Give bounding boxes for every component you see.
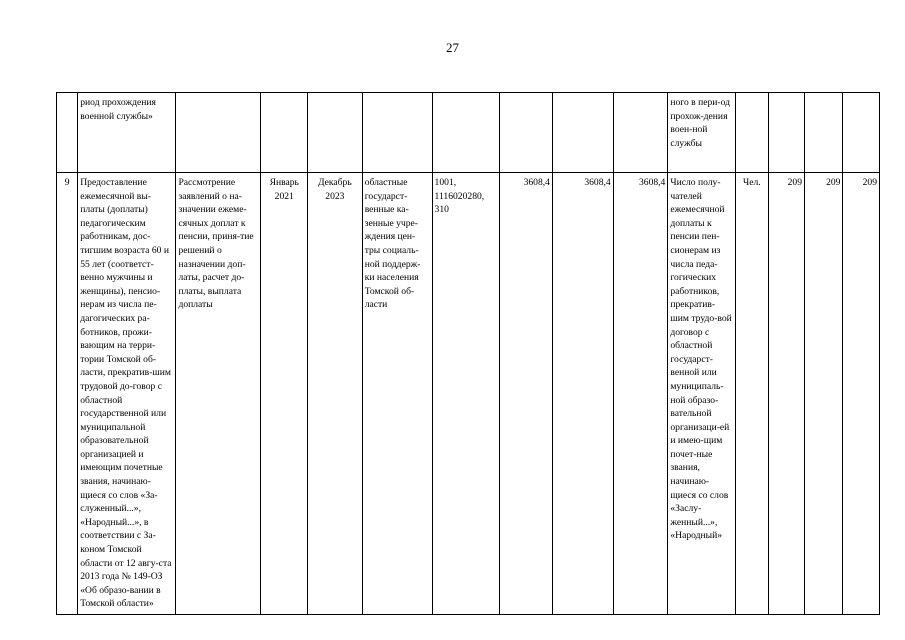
cell-value-2: 209 bbox=[805, 173, 843, 615]
cell-amount-2 bbox=[552, 93, 613, 173]
cell-amount-1 bbox=[500, 93, 553, 173]
cell-end bbox=[308, 93, 363, 173]
cell-code bbox=[432, 93, 500, 173]
program-table bbox=[56, 92, 880, 615]
cell-amount-3: 3608,4 bbox=[613, 173, 668, 615]
cell-action: Рассмотрение заявлений о на-значении ежеме-сячных доплат к пенсии, приня-тие решений о назначении доп-латы, расчет до-платы, выплата доплаты bbox=[176, 173, 261, 615]
cell-value-1 bbox=[768, 93, 804, 173]
cell-value-1: 209 bbox=[768, 173, 804, 615]
cell-unit: Чел. bbox=[736, 173, 768, 615]
cell-amount-2: 3608,4 bbox=[552, 173, 613, 615]
cell-num bbox=[57, 93, 78, 173]
table-row bbox=[57, 173, 880, 615]
cell-amount-3 bbox=[613, 93, 668, 173]
cell-amount-1: 3608,4 bbox=[500, 173, 553, 615]
cell-unit bbox=[736, 93, 768, 173]
cell-action bbox=[176, 93, 261, 173]
cell-indicator: Число полу-чателей ежемесячной доплаты к пенсии пен-сионерам из числа педа-гогических работников, прекратив-шим трудо-вой договор с областной государст-венной или муниципаль-ной образо-вательной организаци-ей и имею-щим почет-ные звания, начинаю-щиеся со слов «Заслу-женный...», «Народный» bbox=[668, 173, 736, 615]
page-number: 27 bbox=[446, 40, 459, 55]
cell-activity: риод прохождения военной службы» bbox=[78, 93, 176, 173]
cell-value-3 bbox=[843, 93, 880, 173]
table-row bbox=[57, 93, 880, 173]
cell-activity: Предоставление ежемесячной вы-платы (доплаты) педагогическим работникам, дос-тигшим возраста 60 и 55 лет (соответст-венно мужчины и женщины), пенсио-нерам из числа пе-дагогических ра-ботников, прожи-вающим на терри-тории Томской об-ласти, прекратив-шим трудовой до-говор с областной государственной или муниципальной образовательной организацией и имеющим почетные звания, начинаю-щиеся со слов «За-служенный...», «Народный...», в соответствии с За-коном Томской области от 12 авгу-ста 2013 года № 149-ОЗ «Об образо-вании в Томской области» bbox=[78, 173, 176, 615]
cell-value-2 bbox=[805, 93, 843, 173]
cell-executor bbox=[362, 93, 432, 173]
cell-num: 9 bbox=[57, 173, 78, 615]
cell-start bbox=[261, 93, 308, 173]
cell-code: 1001, 1116020280, 310 bbox=[432, 173, 500, 615]
cell-start: Январь 2021 bbox=[261, 173, 308, 615]
cell-indicator: ного в пери-од прохож-дения воен-ной службы bbox=[668, 93, 736, 173]
cell-end: Декабрь 2023 bbox=[308, 173, 363, 615]
cell-executor: областные государст-венные ка-зенные учре-ждения цен-тры социаль-ной поддерж-ки населения Томской об-ласти bbox=[362, 173, 432, 615]
cell-value-3: 209 bbox=[843, 173, 880, 615]
